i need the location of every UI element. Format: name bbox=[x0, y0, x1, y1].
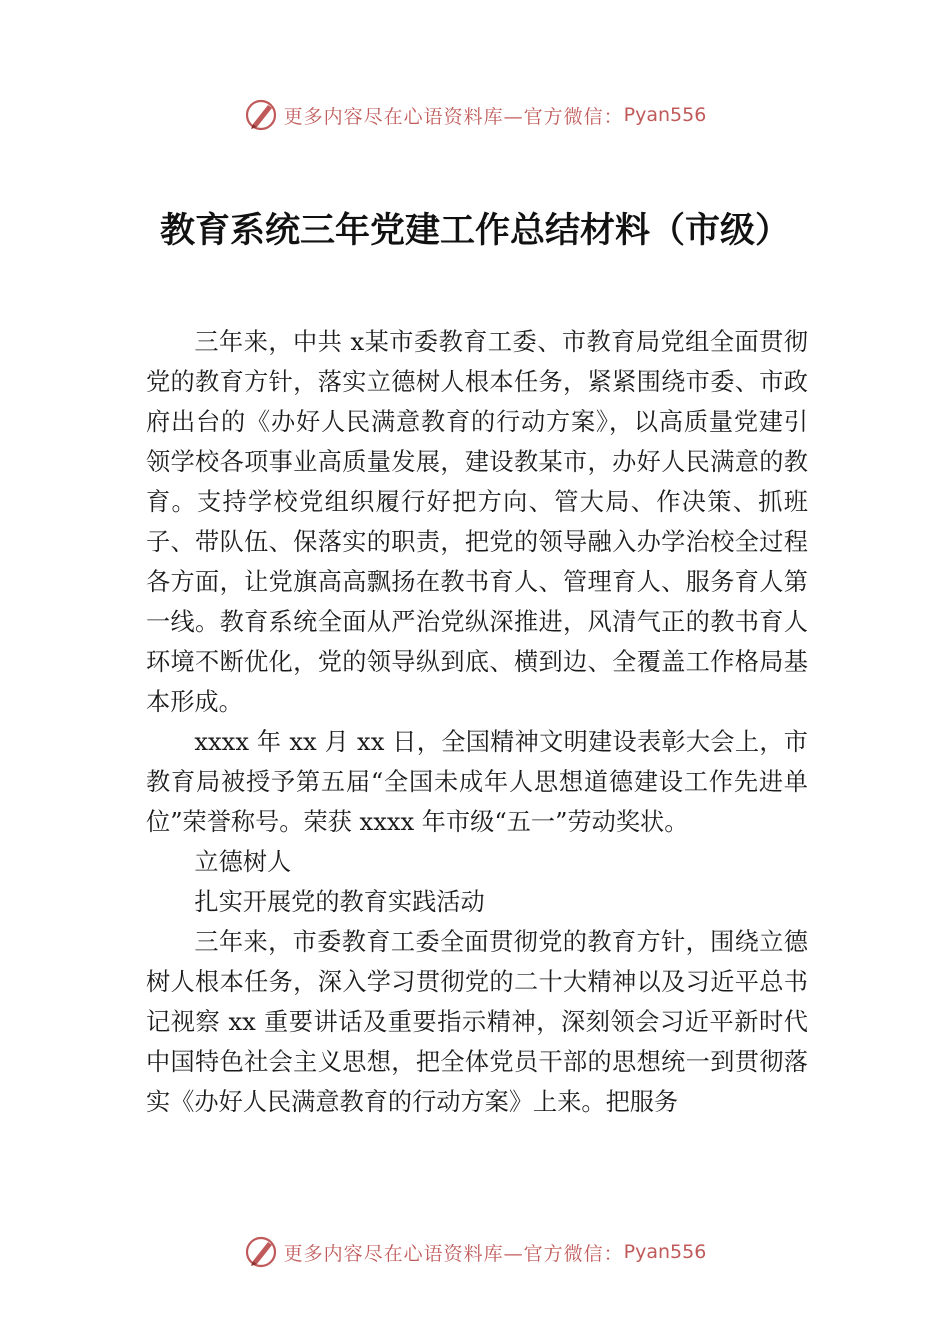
section-heading: 立德树人 bbox=[194, 848, 292, 876]
pen-logo-icon bbox=[244, 97, 280, 133]
paragraph: 三年来，中共 x某市委教育工委、市教育局党组全面贯彻党的教育方针，落实立德树人根本任务，紧紧围绕市委、市政府出台的《办好人民满意教育的行动方案》，以高质量党建引领学校各项事业高质量发展，建设教某市，办好人民满意的教育。支持学校党组织履行好把方向、管大局、作决策、抓班子、带队伍、保落实的职责，把党的领导融入办学治校全过程各方面，让党旗高高飘扬在教书育人、管理育人、服务育人第一线。教育系统全面从严治党纵深推进，风清气正的教书育人环境不断优化，党的领导纵到底、横到边、全覆盖工作格局基本形成。 bbox=[146, 328, 808, 716]
paragraph: 三年来，市委教育工委全面贯彻党的教育方针，围绕立德树人根本任务，深入学习贯彻党的二十大精神以及习近平总书记视察 xx 重要讲话及重要指示精神，深刻领会习近平新时代中国特色社会主义思想，把全体党员干部的思想统一到贯彻落实《办好人民满意教育的行动方案》上来。把服务 bbox=[146, 928, 808, 1116]
footer-banner bbox=[0, 1232, 950, 1272]
banner-wechat-id: Pyan556 bbox=[623, 104, 707, 126]
paragraph: xxxx 年 xx 月 xx 日，全国精神文明建设表彰大会上，市教育局被授予第五届“全国未成年人思想道德建设工作先进单位”荣誉称号。荣获 xxxx 年市级“五一”劳动奖状。 bbox=[146, 728, 808, 836]
document-body bbox=[146, 322, 808, 1122]
header-banner bbox=[0, 95, 950, 135]
banner-wechat-id: Pyan556 bbox=[623, 1241, 707, 1263]
banner-text: 更多内容尽在心语资料库—官方微信： bbox=[283, 105, 624, 128]
banner-text: 更多内容尽在心语资料库—官方微信： bbox=[283, 1242, 624, 1265]
pen-logo-icon bbox=[244, 1234, 280, 1270]
subsection-heading: 扎实开展党的教育实践活动 bbox=[194, 888, 485, 916]
document-title: 教育系统三年党建工作总结材料（市级） bbox=[159, 210, 790, 251]
